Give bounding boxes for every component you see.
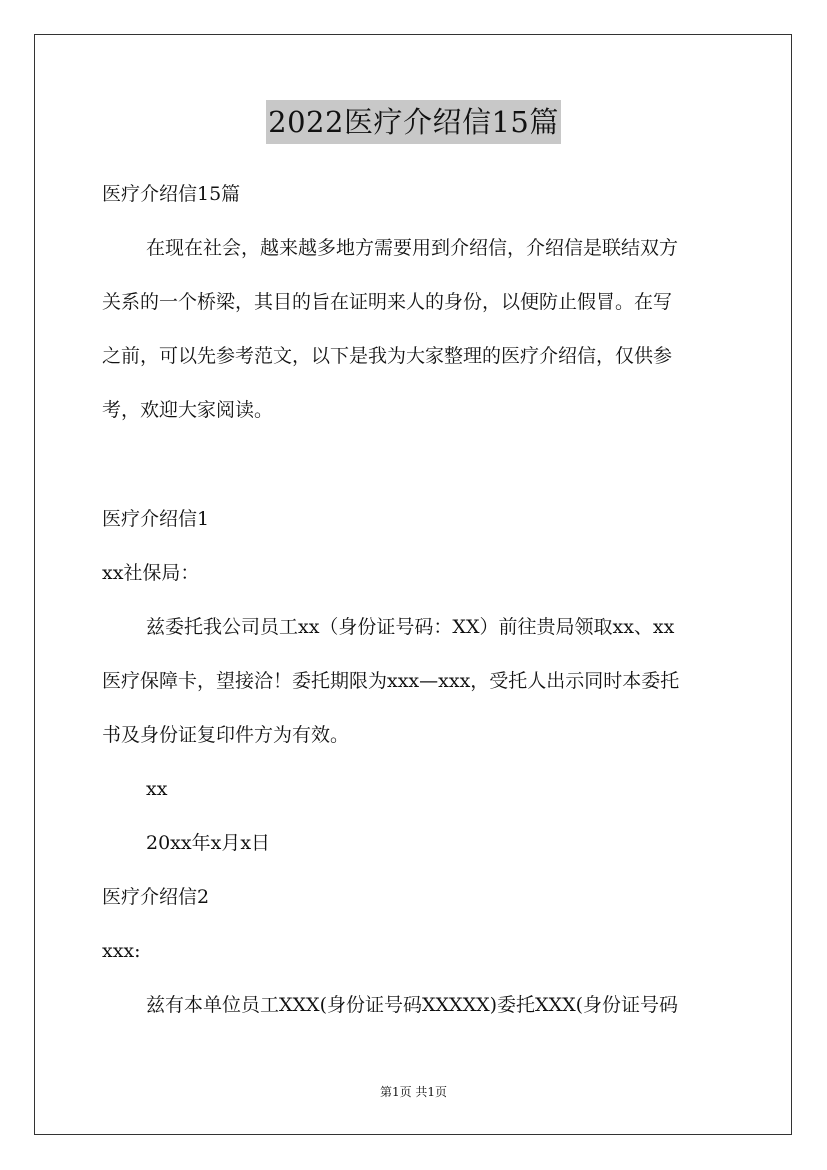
letter1-body-line: 兹委托我公司员工xx（身份证号码：XX）前往贵局领取xx、xx	[146, 616, 675, 638]
letter1-date: 20xx年x月x日	[146, 832, 271, 854]
letter1-body-line: 医疗保障卡，望接洽！委托期限为xxx—xxx，受托人出示同时本委托	[102, 670, 680, 692]
intro-line: 之前，可以先参考范文，以下是我为大家整理的医疗介绍信，仅供参	[102, 345, 673, 367]
letter1-salutation: xx社保局：	[102, 562, 200, 584]
document-heading: 医疗介绍信15篇	[102, 183, 241, 205]
letter2-salutation: xxx:	[102, 940, 141, 962]
title-container	[0, 100, 827, 144]
letter2-body-line: 兹有本单位员工XXX(身份证号码XXXXX)委托XXX(身份证号码	[146, 994, 679, 1016]
letter2-heading: 医疗介绍信2	[102, 886, 210, 908]
letter1-body-line: 书及身份证复印件方为有效。	[102, 724, 350, 746]
letter1-heading: 医疗介绍信1	[102, 508, 210, 530]
document-title: 2022医疗介绍信15篇	[266, 100, 561, 144]
letter1-signature: xx	[146, 778, 168, 800]
intro-line: 在现在社会，越来越多地方需要用到介绍信，介绍信是联结双方	[146, 237, 679, 259]
page-footer: 第1页 共1页	[379, 1085, 448, 1099]
intro-line: 考，欢迎大家阅读。	[102, 399, 274, 421]
intro-line: 关系的一个桥梁，其目的旨在证明来人的身份，以便防止假冒。在写	[102, 291, 673, 313]
